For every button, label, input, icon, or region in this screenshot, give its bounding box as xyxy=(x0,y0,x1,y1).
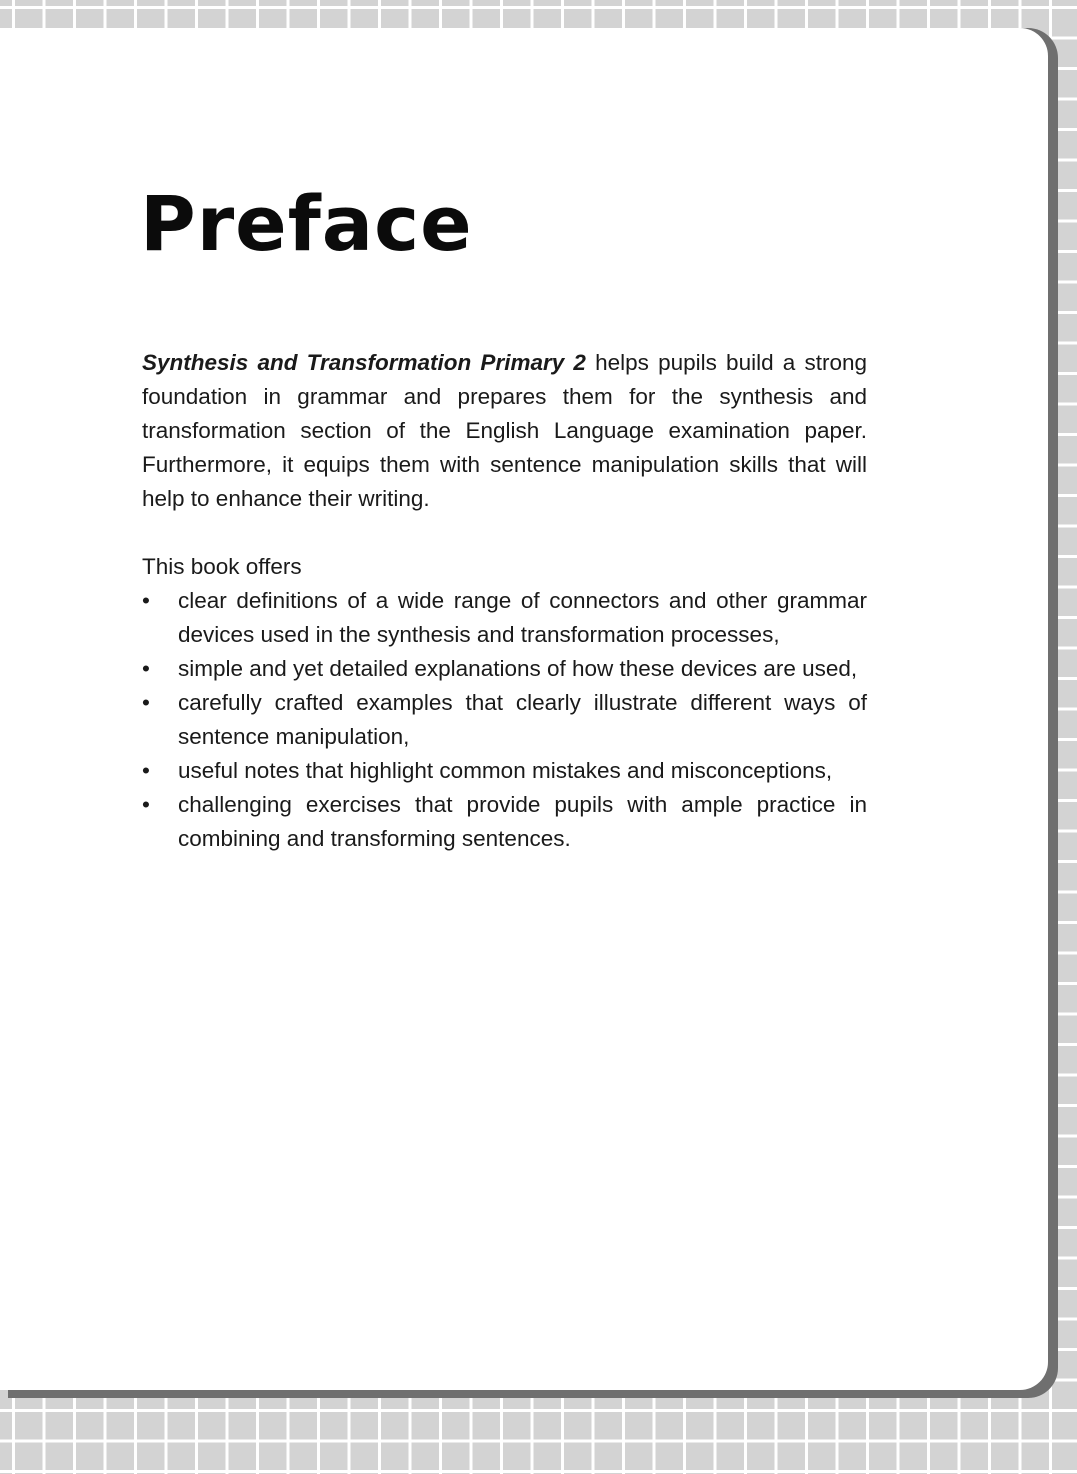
bullet-icon: • xyxy=(142,758,150,783)
list-item xyxy=(142,754,867,788)
list-item-text: useful notes that highlight common mistakes and misconceptions, xyxy=(178,758,833,783)
bullet-icon: • xyxy=(142,656,150,681)
intro-text: helps pupils build a strong foundation in grammar and prepares them for the synthesis and transformation section of the English Language examination paper. Furthermore, it equips them with sentence manipulation skills that will help to enhance their writing. xyxy=(142,350,867,511)
offers-heading: This book offers xyxy=(142,554,302,579)
list-item-text: clear definitions of a wide range of connectors and other grammar devices used in the synthesis and transformation processes, xyxy=(178,588,867,647)
list-item xyxy=(142,788,867,856)
list-item xyxy=(142,584,867,652)
preface-page xyxy=(0,28,1048,1390)
offers-list xyxy=(142,584,867,856)
bullet-icon: • xyxy=(142,792,150,817)
preface-content xyxy=(142,346,867,856)
bullet-icon: • xyxy=(142,690,150,715)
book-title: Synthesis and Transformation Primary 2 xyxy=(142,350,586,375)
intro-paragraph xyxy=(142,346,867,516)
list-item-text: challenging exercises that provide pupils with ample practice in combining and transforming sentences. xyxy=(178,792,867,851)
list-item xyxy=(142,686,867,754)
list-item-text: simple and yet detailed explanations of how these devices are used, xyxy=(178,656,858,681)
page-title: Preface xyxy=(140,179,473,268)
list-item-text: carefully crafted examples that clearly illustrate different ways of sentence manipulation, xyxy=(178,690,867,749)
list-item xyxy=(142,652,867,686)
bullet-icon: • xyxy=(142,588,150,613)
